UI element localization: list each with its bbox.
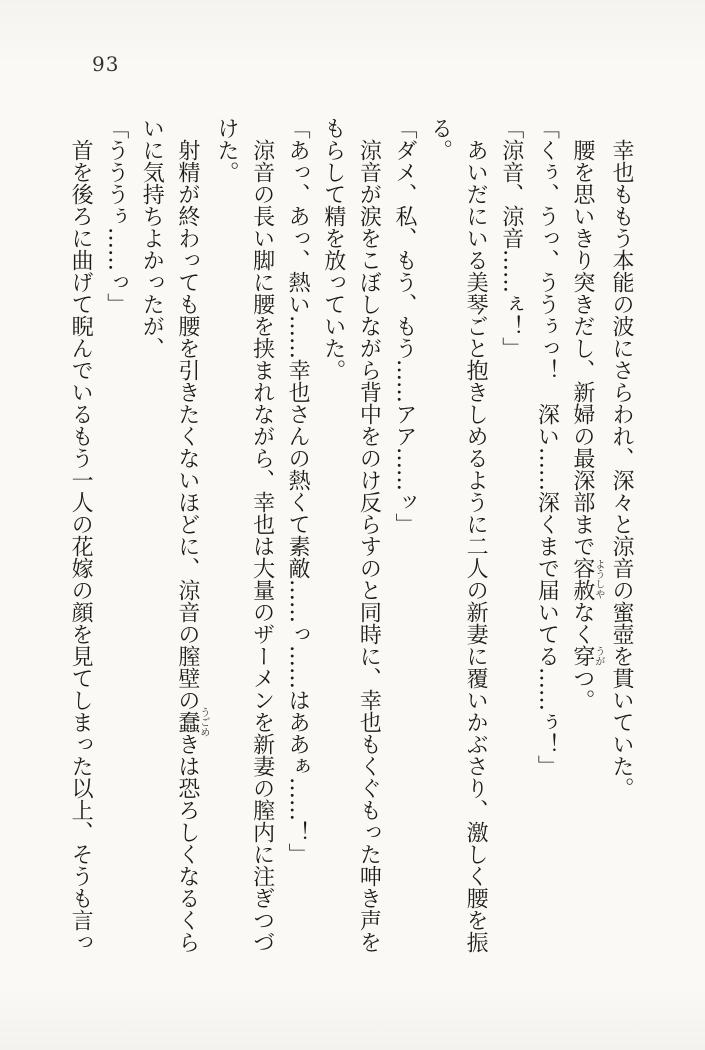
furigana-text: うが [592,645,604,667]
furigana-text: うごめ [197,707,209,737]
paragraph: 射精が終わっても腰を引きたくないほどに、涼音の膣壁の蠢うごめきは恐ろしくなるくらいに気持ちよかったが、 [139,117,209,953]
furigana-annotated-word: 蠢うごめ [174,707,209,737]
text-block [63,117,640,955]
paragraph: 幸也ももう本能の波にさらわれ、深々と涼音の蜜壺を貫いていた。 [609,139,634,799]
page-number: 93 [92,52,120,76]
paragraph: 涼音の長い脚に腰を挟まれながら、幸也は大量のザーメンを新妻の膣内に注ぎつづけた。 [213,117,275,953]
furigana-text: ようしや [592,557,604,601]
paragraph: 涼音が涙をこぼしながら背中をのけ反らすのと同時に、幸也もくぐもった呻き声をもらして精を放っていた。 [320,117,382,953]
paragraph: 「涼音、涼音……ぇ！」 [498,117,524,359]
paragraph: 「くぅ、うっ、ううぅっ！ 深い……深くまで届いてる……ぅ！」 [534,117,560,777]
furigana-annotated-word: 容赦ようしや [569,557,604,601]
paragraph: あいだにいる美琴ごと抱きしめるように二人の新妻に覆いかぶさり、激しく腰を振る。 [427,117,489,953]
paragraph: 「うううぅ……っ」 [103,117,129,315]
paragraph: 「あっ、あっ、熱い……幸也さんの熱くて素敵……っ……はああぁ……！」 [285,117,311,865]
paragraph: 首を後ろに曲げて睨んでいるもう一人の花嫁の顔を見てしまった以上、そうも言っ [68,139,94,953]
paragraph: 腰を思いきり突きだし、新婦の最深部まで容赦ようしやなく穿うがつ。 [569,139,604,711]
paragraph: 「ダメ、私、もう、もう……アア……ッ」 [391,117,417,535]
furigana-annotated-word: 穿うが [569,645,604,667]
